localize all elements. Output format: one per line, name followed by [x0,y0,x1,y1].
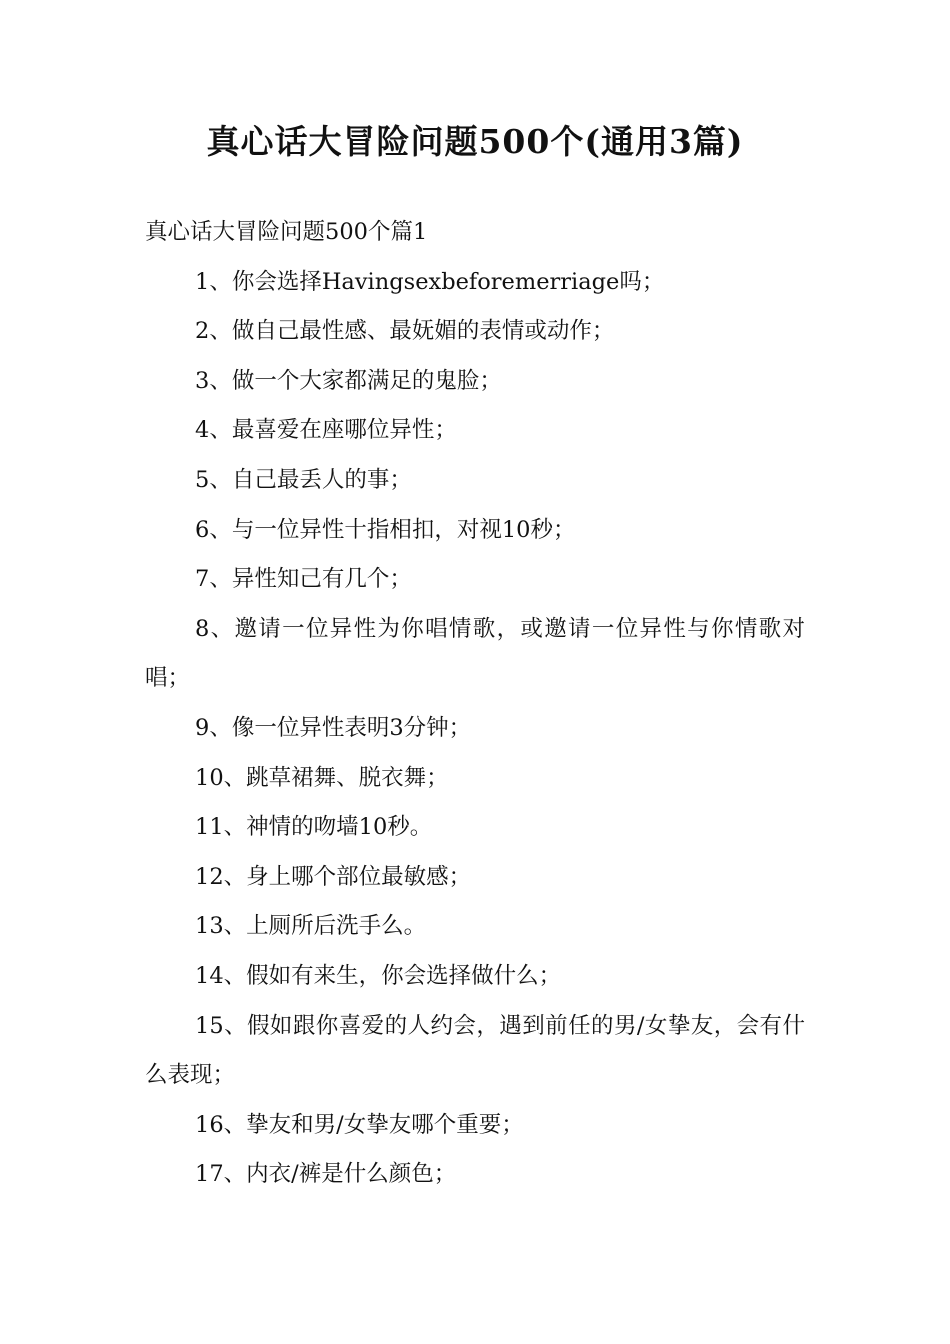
section-heading: 真心话大冒险问题500个篇1 [145,219,428,245]
list-item: 5、自己最丢人的事； [195,466,412,493]
list-item: 12、身上哪个部位最敏感； [195,863,472,890]
list-item: 14、假如有来生，你会选择做什么； [195,962,562,989]
list-item: 1、你会选择Havingsexbeforemerriage吗； [195,268,665,295]
list-item: 13、上厕所后洗手么。 [195,913,427,940]
list-item: 10、跳草裙舞、脱衣舞； [195,764,449,791]
list-item: 9、像一位异性表明3分钟； [195,714,472,741]
list-item: 6、与一位异性十指相扣，对视10秒； [195,516,576,543]
list-item: 8、邀请一位异性为你唱情歌，或邀请一位异性与你情歌对唱； [145,615,805,692]
list-item: 4、最喜爱在座哪位异性； [195,417,457,444]
list-item: 17、内衣/裤是什么颜色； [195,1161,457,1188]
list-item: 3、做一个大家都满足的鬼脸； [195,367,502,394]
list-item: 7、异性知己有几个； [195,566,412,593]
document-body [145,208,805,1200]
list-item: 15、假如跟你喜爱的人约会，遇到前任的男/女挚友，会有什么表现； [145,1012,805,1089]
list-item: 16、挚友和男/女挚友哪个重要； [195,1111,524,1138]
list-item: 11、神情的吻墙10秒。 [195,814,433,841]
list-item: 2、做自己最性感、最妩媚的表情或动作； [195,318,615,345]
document-title: 真心话大冒险问题500个(通用3篇) [206,122,744,161]
